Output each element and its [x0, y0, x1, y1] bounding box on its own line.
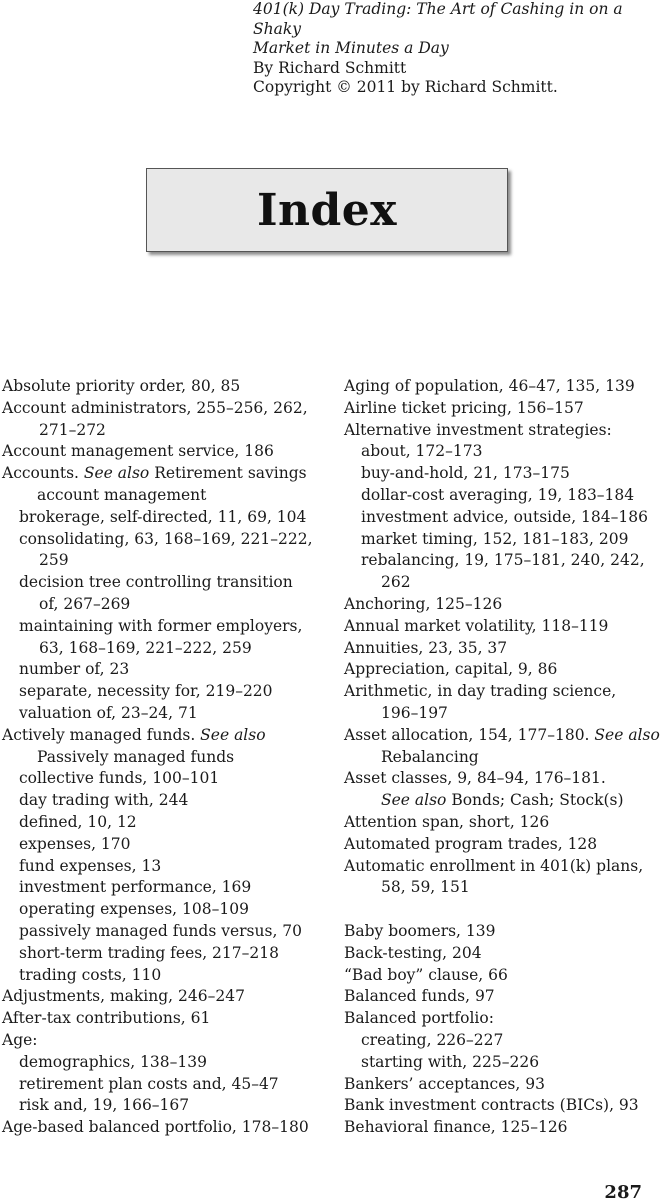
index-subentry: trading costs, 110	[19, 965, 162, 984]
index-entry-text: Accounts.	[2, 464, 84, 483]
index-entry: Age:	[2, 1030, 38, 1049]
index-entry-text: Actively managed funds.	[2, 725, 201, 744]
index-entry: Bankers’ acceptances, 93	[344, 1074, 545, 1093]
index-entry-text: Asset allocation, 154, 177–180.	[344, 725, 595, 744]
index-subentry: retirement plan costs and, 45–47	[19, 1074, 279, 1093]
index-entry: Adjustments, making, 246–247	[2, 987, 245, 1006]
index-entry-continuation: 63, 168–169, 221–222, 259	[39, 638, 252, 657]
index-subentry: day trading with, 244	[19, 791, 189, 810]
index-subentry: creating, 226–227	[361, 1030, 504, 1049]
see-also-reference: See also	[381, 791, 447, 810]
index-subentry: separate, necessity for, 219–220	[19, 682, 273, 701]
index-subentry: brokerage, self-directed, 11, 69, 104	[19, 507, 307, 526]
index-subentry: passively managed funds versus, 70	[19, 921, 303, 940]
index-entry-continuation: 262	[381, 573, 411, 592]
index-subentry: about, 172–173	[361, 442, 483, 461]
index-entry: Baby boomers, 139	[344, 921, 496, 940]
index-subentry: investment advice, outside, 184–186	[361, 507, 648, 526]
index-entry	[2, 463, 322, 485]
index-entry: “Bad boy” clause, 66	[344, 965, 508, 984]
index-subentry: dollar-cost averaging, 19, 183–184	[361, 485, 635, 504]
index-entry: Automatic enrollment in 401(k) plans,	[344, 856, 644, 875]
book-author: By Richard Schmitt	[253, 58, 407, 77]
index-subentry: short-term trading fees, 217–218	[19, 943, 279, 962]
book-title-line-1: 401(k) Day Trading: The Art of Cashing in on a Shaky	[253, 0, 623, 38]
index-entry: Alternative investment strategies:	[344, 420, 612, 439]
index-title: Index	[256, 184, 398, 236]
index-subentry: defined, 10, 12	[19, 812, 137, 831]
index-subentry: market timing, 152, 181–183, 209	[361, 529, 629, 548]
index-entry: Behavioral finance, 125–126	[344, 1118, 568, 1137]
index-entry: Annual market volatility, 118–119	[344, 616, 609, 635]
index-entry-continuation: account management	[37, 485, 207, 504]
index-entry: Airline ticket pricing, 156–157	[344, 398, 584, 417]
index-entry: After-tax contributions, 61	[2, 1009, 211, 1028]
index-subentry: operating expenses, 108–109	[19, 900, 249, 919]
index-entry: Anchoring, 125–126	[344, 594, 503, 613]
index-entry-continuation: Passively managed funds	[37, 747, 235, 766]
index-entry	[2, 725, 322, 747]
index-entry: Appreciation, capital, 9, 86	[344, 660, 558, 679]
page-number: 287	[604, 1182, 642, 1203]
index-entry: Asset classes, 9, 84–94, 176–181.	[344, 769, 606, 788]
index-subentry: rebalancing, 19, 175–181, 240, 242,	[361, 551, 645, 570]
index-column-left	[2, 376, 322, 1139]
index-entry: Age-based balanced portfolio, 178–180	[2, 1118, 309, 1137]
index-entry-continuation: 58, 59, 151	[381, 878, 470, 897]
index-subentry: number of, 23	[19, 660, 130, 679]
index-entry-continuation: 259	[39, 551, 69, 570]
index-entry-continuation: 271–272	[39, 420, 106, 439]
index-title-box	[146, 168, 508, 252]
index-entry-text: Bonds; Cash; Stock(s)	[446, 791, 624, 810]
see-also-reference: See also	[83, 464, 150, 483]
index-entry: Balanced funds, 97	[344, 987, 495, 1006]
index-subentry: starting with, 225–226	[361, 1052, 540, 1071]
index-subentry: expenses, 170	[19, 834, 131, 853]
index-entry	[344, 725, 660, 747]
index-subentry: fund expenses, 13	[19, 856, 162, 875]
book-title-line-2: Market in Minutes a Day	[253, 39, 449, 57]
see-also-reference: See also	[594, 725, 660, 744]
index-subentry: valuation of, 23–24, 71	[19, 703, 198, 722]
index-subentry: maintaining with former employers,	[19, 616, 303, 635]
index-entry-text: Retirement savings	[149, 464, 307, 483]
index-entry: Bank investment contracts (BICs), 93	[344, 1096, 639, 1115]
index-entry-continuation: of, 267–269	[39, 594, 131, 613]
index-entry-continuation: 196–197	[381, 703, 448, 722]
see-also-reference: See also	[200, 725, 266, 744]
index-entry: Automated program trades, 128	[344, 834, 598, 853]
index-entry: Arithmetic, in day trading science,	[344, 682, 617, 701]
index-entry: Aging of population, 46–47, 135, 139	[344, 377, 635, 395]
index-section-gap	[344, 899, 650, 921]
index-column-right	[344, 376, 660, 1139]
index-entry-continuation: Rebalancing	[381, 747, 479, 766]
index-entry: Account administrators, 255–256, 262,	[2, 398, 308, 417]
book-copyright: Copyright © 2011 by Richard Schmitt.	[253, 78, 558, 96]
index-subentry: investment performance, 169	[19, 878, 252, 897]
index-subentry: decision tree controlling transition	[19, 573, 293, 592]
index-subentry: consolidating, 63, 168–169, 221–222,	[19, 529, 313, 548]
index-entry: Absolute priority order, 80, 85	[2, 377, 241, 395]
book-header	[253, 0, 643, 98]
index-entry-continuation	[344, 790, 650, 812]
index-entry: Back-testing, 204	[344, 943, 482, 962]
index-subentry: demographics, 138–139	[19, 1052, 207, 1071]
index-entry: Annuities, 23, 35, 37	[344, 638, 508, 657]
index-entry: Account management service, 186	[2, 442, 274, 461]
index-entry: Attention span, short, 126	[344, 812, 550, 831]
index-subentry: buy-and-hold, 21, 173–175	[361, 464, 570, 483]
index-subentry: risk and, 19, 166–167	[19, 1096, 190, 1115]
index-subentry: collective funds, 100–101	[19, 769, 220, 788]
index-entry: Balanced portfolio:	[344, 1009, 494, 1028]
